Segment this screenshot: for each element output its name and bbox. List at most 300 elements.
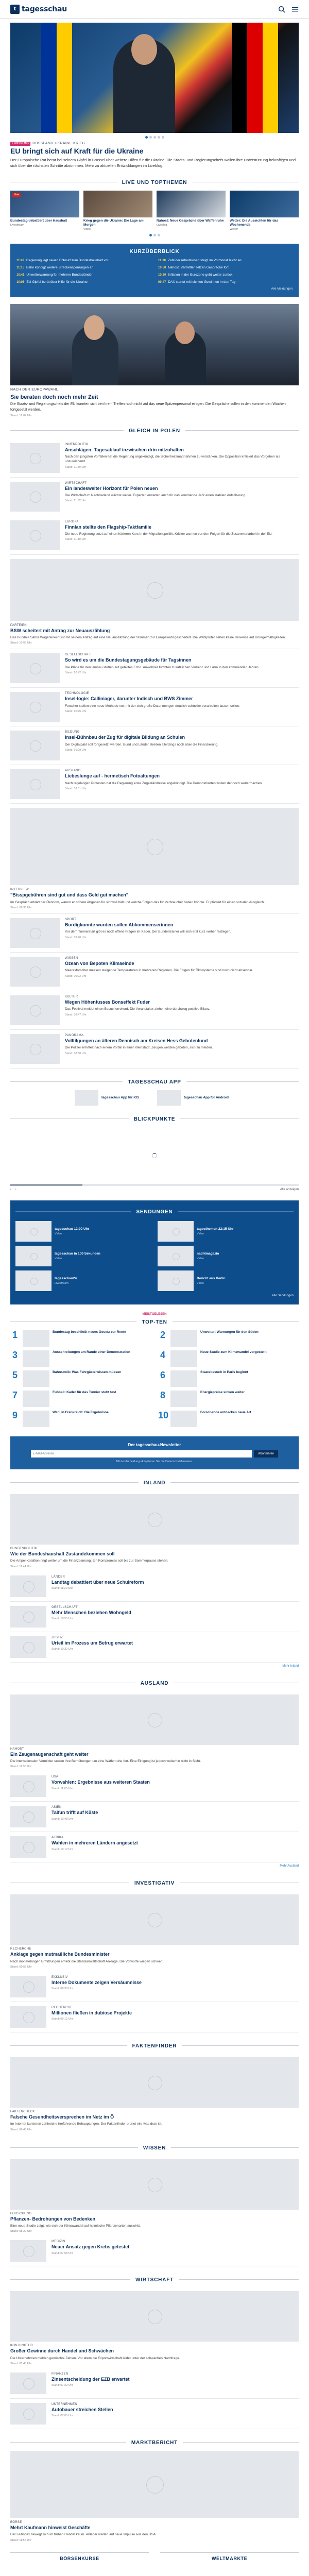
news-meta: Stand: 09:30 Uhr (52, 1987, 73, 1991)
hero-pager[interactable] (10, 136, 299, 139)
topten-title: Wahl in Frankreich: Die Ergebnisse (53, 1411, 109, 1415)
news-topline: MEDIZIN (52, 2240, 65, 2244)
ausland-more-link[interactable]: Mehr Ausland (280, 1865, 299, 1868)
news-thumb (10, 731, 60, 760)
newsletter-box (10, 1436, 299, 1469)
sendung-sub: Livestream (55, 1281, 68, 1285)
news-item[interactable] (10, 516, 299, 555)
live-card-sub: Wetter (230, 228, 238, 231)
ressort-lead[interactable] (10, 1891, 299, 1972)
news-item[interactable] (10, 2236, 299, 2266)
news-topline: FORSCHUNG (10, 2212, 32, 2215)
news-meta: Stand: 09:20 Uhr (65, 936, 87, 939)
topten-list (10, 1330, 299, 1427)
topten-rank: 5 (12, 1370, 18, 1381)
news-meta: Stand: 08:30 Uhr (65, 1052, 87, 1055)
news-item[interactable] (10, 439, 299, 478)
news-title[interactable]: Insel-Bühnbau der Zug für digitale Bildung an Schulen (65, 735, 185, 740)
news-topline: SPORT (65, 918, 77, 922)
news-text: Vor dem Turnierstart gibt es noch offene Fragen im Kader. Der Bundestrainer will sich erst kurz vorher festlegen. (65, 930, 231, 934)
news-item[interactable] (10, 2002, 299, 2032)
topten-title: Bundestag beschließt neues Gesetz zur Rente (53, 1330, 126, 1334)
news-text: Das Festival meldet einen Besucherrekord. Die Veranstalter ziehen eine durchweg positive Bilanz. (65, 1007, 211, 1011)
kurz-item[interactable]: 11:30 Zahl der Arbeitslosen steigt im Vormonat leicht an (158, 259, 242, 263)
news-item[interactable] (10, 991, 299, 1030)
topten-item[interactable] (158, 1350, 299, 1367)
sendungen-more[interactable]: Alle Sendungen (271, 1294, 294, 1298)
news-title[interactable]: Insel-logie: Calliniager, darunter Indisch und BWS Zimmer (65, 696, 193, 702)
news-item[interactable] (10, 649, 299, 688)
news-meta: Stand: 08:47 Uhr (65, 1013, 87, 1016)
topten-item[interactable] (158, 1330, 299, 1347)
news-meta: Stand: 11:38 Uhr (10, 1765, 32, 1769)
ressort-lead-image (10, 1694, 299, 1745)
topten-label: MEISTGELESEN (142, 1313, 167, 1316)
sendung-card[interactable] (15, 1270, 151, 1291)
news-meta: Stand: 09:12 Uhr (52, 2018, 73, 2021)
feature-image (10, 304, 299, 385)
header-icons (278, 6, 299, 13)
logo[interactable] (10, 5, 67, 14)
ressort-lead[interactable] (10, 2054, 299, 2134)
markt-image[interactable] (10, 2451, 299, 2518)
news-title[interactable]: Wahlen in mehreren Ländern angesetzt (52, 1840, 138, 1846)
news-meta: Stand: 11:50 Uhr (65, 465, 87, 469)
app-card-title: tagesschau App für Android (184, 1095, 229, 1099)
kurz-title: KURZÜBERBLICK (129, 249, 180, 255)
news-topline: BILDUNG (65, 731, 80, 734)
inland-header: INLAND (10, 1478, 299, 1487)
news-topline: FAKTENCHECK (10, 2110, 35, 2114)
sendung-thumb (15, 1246, 52, 1266)
app-card-android[interactable] (157, 1090, 234, 1106)
news-item[interactable] (10, 2368, 299, 2399)
live-card-title: Bundestag debattiert über Haushalt (10, 218, 67, 223)
ressort-lead-image (10, 2291, 299, 2342)
blickpunkte-loader (10, 1127, 299, 1184)
topten-item[interactable] (10, 1350, 151, 1367)
news-topline: AFRIKA (52, 1836, 64, 1840)
live-card-title: Wetter: Die Aussichten für das Wochenende (230, 218, 279, 227)
news-text: Meeresforscher messen steigende Temperaturen in mehreren Regionen. Die Folgen für Ökosysteme sind noch nicht absehbar. (65, 969, 253, 973)
news-title[interactable]: Vorwahlen: Ergebnisse aus weiteren Staaten (52, 1780, 150, 1785)
blickpunkte-more[interactable]: Alle anzeigen (280, 1188, 299, 1192)
news-meta: Stand: 10:12 Uhr (52, 1848, 73, 1851)
news-thumb (10, 1034, 60, 1064)
inland-more-link[interactable]: Mehr Inland (282, 1664, 299, 1668)
news-meta: Stand: 10:48 Uhr (52, 1817, 73, 1821)
topten-title: Staatsbesuch in Paris beginnt (200, 1370, 248, 1375)
live-card[interactable] (10, 191, 79, 231)
news-item[interactable] (10, 2399, 299, 2429)
sendung-sub: Video (197, 1257, 204, 1260)
live-card-sub: Liveblog (157, 223, 167, 227)
feature-meta: Stand: 12:04 Uhr (10, 414, 32, 417)
hero-text: Der Europäische Rat berät bei seinem Gipfel in Brüssel über weitere Hilfen für die Ukraine. Die Staats- und Regierungschefs wollen ihre Unterstützung bekräftigen und sich über die nächsten Schritte abstimmen. Mehr zu aktuellen Entwicklungen im Liveblog. (10, 157, 296, 168)
news-topline: WISSEN (65, 957, 78, 960)
weltmaerkte-link[interactable]: WELTMÄRKTE (160, 2552, 299, 2561)
news-meta: Stand: 10:25 Uhr (65, 710, 87, 714)
news-meta: Stand: 11:10 Uhr (65, 538, 87, 541)
kurz-item[interactable]: 10:20 Inflation in der Eurozone geht weiter zurück (158, 273, 233, 277)
feature-title[interactable]: Sie beraten doch noch mehr Zeit (10, 394, 98, 401)
faktenfinder-section (10, 2054, 299, 2134)
news-topline: JUSTIZ (52, 1636, 63, 1639)
news-topline: RECHERCHE (10, 1947, 31, 1951)
news-topline: KULTUR (65, 995, 78, 999)
sendung-thumb (15, 1270, 52, 1291)
topten-header: TOP-TEN (10, 1317, 299, 1326)
topten-title: Unwetter: Warnungen für den Süden (200, 1330, 259, 1334)
sendung-thumb (158, 1221, 194, 1242)
sendung-card[interactable] (158, 1221, 294, 1242)
topten-rank: 7 (12, 1390, 18, 1401)
kurz-item[interactable]: 11:42 Regierung legt neuen Entwurf zum Bundeshaushalt vor (16, 259, 109, 263)
loading-spinner-icon (152, 1153, 157, 1158)
ressort-lead[interactable] (10, 1691, 299, 1772)
news-thumb (10, 995, 60, 1025)
news-item-wide[interactable] (10, 804, 299, 914)
search-icon[interactable] (278, 6, 285, 13)
news-topline: WIRTSCHAFT (65, 481, 87, 485)
news-meta: Stand: 10:55 Uhr (52, 1617, 73, 1621)
investigativ-header: INVESTIGATIV (10, 1878, 299, 1887)
news-meta: Stand: 07:22 Uhr (52, 2384, 73, 2387)
topten-title: Bahnstreik: Was Fahrgäste wissen müssen (53, 1370, 122, 1375)
news-meta: Stand: 11:44 Uhr (10, 1565, 32, 1568)
live-card[interactable] (230, 191, 299, 231)
topten-rank: 9 (12, 1410, 18, 1421)
topten-item[interactable] (10, 1411, 151, 1427)
newsletter-email-input[interactable] (31, 1450, 252, 1458)
news-item[interactable] (10, 1832, 299, 1862)
news-title[interactable]: Neuer Ansatz gegen Krebs getestet (52, 2244, 130, 2250)
sendung-title: Bericht aus Berlin (197, 1277, 226, 1281)
news-topline: FINANZEN (52, 2372, 68, 2376)
news-text: Im Internet kursieren zahlreiche irreführende Behauptungen. Der Faktenfinder ordnet ein, was dran ist. (10, 2122, 162, 2126)
sendung-thumb (15, 1221, 52, 1242)
kurz-more-link[interactable]: Alle Meldungen (271, 287, 293, 291)
news-wide-image (10, 808, 299, 885)
inland-section (10, 1491, 299, 1670)
topten-item[interactable] (10, 1330, 151, 1347)
news-topline: BÖRSE (10, 2521, 22, 2524)
news-item[interactable] (10, 953, 299, 991)
news-meta: Stand: 11:05 Uhr (52, 1787, 73, 1790)
liveblog-badge: LIVEBLOG (10, 142, 30, 146)
news-title[interactable]: Landtag debattiert über neue Schulreform (52, 1579, 144, 1585)
news-topline: KONJUNKTUR (10, 2344, 33, 2348)
sendung-sub: Video (197, 1281, 204, 1285)
news-title[interactable]: So wird es um die Bundestagungsgebäude für Tagsinnen (65, 657, 192, 663)
newsletter-subscribe-button[interactable]: Abonnieren (254, 1450, 278, 1458)
news-text: Die Pläne für den Umbau stoßen auf geteiltes Echo. Anwohner fürchten zusätzlichen Verkehr und Lärm in den kommenden Jahren. (65, 665, 260, 669)
news-text: Der Leitindex bewegt sich im frühen Handel kaum. Anleger warten auf neue Impulse aus den USA. (10, 2533, 157, 2537)
news-item[interactable] (10, 1602, 299, 1632)
blickpunkte-header: BLICKPUNKTE (10, 1114, 299, 1123)
wirtschaft-header: WIRTSCHAFT (10, 2275, 299, 2284)
sendung-sub: Video (55, 1257, 62, 1260)
news-title[interactable]: Taifun trifft auf Küste (52, 1810, 98, 1816)
topten-rank: 3 (12, 1350, 18, 1361)
ausland-header: AUSLAND (10, 1678, 299, 1687)
kurz-grid (16, 259, 293, 284)
news-title[interactable]: BSW scheitert mit Antrag zur Neuauszählung (10, 628, 110, 633)
news-title[interactable]: Pflanzen- Bedrohungen von Bedenken (10, 2216, 96, 2222)
news-item-wide[interactable] (10, 555, 299, 650)
sendung-thumb (158, 1246, 194, 1266)
topten-title: Energiepreise sinken weiter (200, 1391, 245, 1395)
kurz-item[interactable]: 11:15 Bahn kündigt weitere Streckensperrungen an (16, 266, 94, 270)
ressort-lead-image (10, 1894, 299, 1945)
news-meta: Stand: 07:58 Uhr (52, 2251, 73, 2255)
topten-item[interactable] (10, 1391, 151, 1407)
investigativ-section (10, 1891, 299, 2032)
news-item[interactable] (10, 478, 299, 516)
news-text: Die Unternehmen melden gemischte Zahlen. Vor allem die Exportwirtschaft leidet unter der schwachen Nachfrage. (10, 2356, 180, 2360)
topten-title: Ausschreitungen am Rande einer Demonstration (53, 1350, 130, 1354)
news-text: Der Digitalpakt soll fortgesetzt werden. Bund und Länder streiten allerdings noch über die Finanzierung. (65, 742, 219, 747)
wissen-header: WISSEN (10, 2143, 299, 2152)
news-wide-image (10, 559, 299, 621)
news-topline: INNENPOLITIK (65, 443, 89, 446)
news-title[interactable]: Falsche Gesundheitsversprechen im Netz im Ö (10, 2114, 114, 2120)
live-card-sub: Video (83, 228, 91, 231)
sendung-card[interactable] (158, 1270, 294, 1291)
sendung-card[interactable] (158, 1246, 294, 1266)
ressort-lead[interactable] (10, 2156, 299, 2236)
news-topline: AUSLAND (65, 769, 81, 773)
app-thumb (157, 1090, 181, 1106)
news-text: Die neue Regierung setzt auf einen härteren Kurs in der Migrationspolitik. Kritiker warnen vor den Folgen für die Zusammenarbeit in der EU. (65, 532, 272, 536)
news-meta: Stand: 10:32 Uhr (52, 1648, 73, 1651)
feature-teaser[interactable] (10, 304, 299, 417)
hero-image (10, 23, 299, 133)
news-item[interactable] (10, 1030, 299, 1069)
news-text: Die Polizei ermittelt nach einem Vorfall in einer Kleinstadt. Zeugen werden gebeten, sich zu melden. (65, 1046, 213, 1050)
news-thumb (10, 443, 60, 473)
news-item[interactable] (10, 1802, 299, 1832)
news-topline: GESELLSCHAFT (65, 653, 91, 657)
topten-title: Neue Studie zum Klimawandel vorgestellt (200, 1350, 267, 1354)
news-item[interactable] (10, 1632, 299, 1663)
prev-arrow-icon[interactable]: ‹ (10, 1188, 11, 1192)
sendung-sub: Video (197, 1232, 204, 1235)
logo-text (22, 5, 67, 13)
news-title[interactable]: Ein landesweiter Horizont für Polen neuen (65, 485, 158, 491)
ressort-lead[interactable] (10, 1491, 299, 1571)
newsletter-title: Der tagesschau-Newsletter (128, 1443, 181, 1448)
topten-item[interactable] (10, 1370, 151, 1387)
kurz-item[interactable]: 10:41 Unwetterwarnung für mehrere Bundesländer (16, 273, 93, 277)
blickpunkte-pager (10, 1188, 299, 1191)
news-title[interactable]: Mehr Menschen beziehen Wohngeld (52, 1609, 131, 1615)
news-text: Nach monatelangen Ermittlungen erhebt die Staatsanwaltschaft Anklage. Die Vorwürfe wiegen schwer. (10, 1959, 163, 1963)
news-topline: EXKLUSIV (52, 1976, 68, 1979)
news-meta: Stand: 10:08 Uhr (65, 749, 87, 752)
gleich-list (10, 439, 299, 1069)
sendungen-header: SENDUNGEN (15, 1207, 294, 1216)
app-card-title: tagesschau App für iOS (101, 1095, 140, 1099)
logo-brand: tagesschau (22, 5, 67, 13)
topten-rank: 1 (12, 1330, 18, 1341)
news-thumb (10, 482, 60, 512)
topten-rank: 4 (160, 1350, 165, 1361)
news-meta: Stand: 11:32 Uhr (65, 499, 87, 503)
news-item[interactable] (10, 1972, 299, 2002)
news-text: Nach den jüngsten Vorfällen hat die Regierung angekündigt, die Sicherheitsmaßnahmen zu verstärken. Die Opposition kritisiert das Vorgehen als unzureichend. (65, 455, 280, 464)
news-thumb (10, 520, 60, 550)
topten-item[interactable] (158, 1370, 299, 1387)
sendung-title: nachtmagazin (197, 1252, 219, 1256)
boersenkurse-link[interactable]: BÖRSENKURSE (10, 2552, 149, 2561)
faktenfinder-header: FAKTENFINDER (10, 2041, 299, 2050)
news-title[interactable]: Großer Gewinne durch Handel und Schwächen (10, 2348, 114, 2354)
news-title[interactable]: Anschlägen: Tagesablauf inzwischen drin mitzuhalten (65, 447, 184, 452)
top-bar (0, 0, 309, 19)
news-meta: Stand: 11:20 Uhr (52, 1587, 73, 1590)
news-title[interactable]: Mehrt Kaufmann hinweist Geschäfte (10, 2525, 91, 2531)
news-topline: EUROPA (65, 520, 79, 523)
news-meta: Stand: 09:02 Uhr (65, 974, 87, 978)
ausland-section (10, 1691, 299, 1870)
logo-mark: t (10, 5, 20, 14)
news-title[interactable]: Urteil im Prozess um Betrug erwartet (52, 1640, 133, 1646)
live-card-title: Krieg gegen die Ukraine: Die Lage am Morgen (83, 218, 144, 227)
live-card[interactable] (157, 191, 226, 231)
sendung-sub: Video (55, 1232, 62, 1235)
news-topline: INTERVIEW (10, 888, 29, 892)
news-topline: PARTEIEN (10, 623, 27, 627)
news-topline: UNTERNEHMEN (52, 2403, 77, 2406)
sendung-title: tagesschau 12:00 Uhr (55, 1227, 90, 1231)
news-thumb (10, 957, 60, 987)
menu-icon[interactable] (291, 6, 299, 13)
live-card[interactable] (83, 191, 152, 231)
news-title[interactable]: Zinsentscheidung der EZB erwartet (52, 2377, 130, 2382)
hero-title[interactable]: EU bringt sich auf Kraft für die Ukraine (10, 147, 144, 155)
ressort-lead[interactable] (10, 2518, 299, 2545)
app-row (10, 1090, 299, 1106)
news-item[interactable] (10, 914, 299, 953)
news-title[interactable]: Volltilgungen an älteren Dennisch am Kreisen Hess Gebotenlund (65, 1038, 208, 1044)
app-header: TAGESSCHAU APP (10, 1077, 299, 1086)
news-thumb (10, 692, 60, 722)
sendungen-section (10, 1200, 299, 1304)
news-meta: Stand: 10:42 Uhr (65, 671, 87, 675)
news-title[interactable]: "Bisspgebühren sind gut und dass Geld gut machen" (10, 892, 129, 898)
sendung-title: tagesschau24 (55, 1277, 77, 1281)
ressort-lead-image (10, 1494, 299, 1545)
sendung-title: tagesthemen 22:15 Uhr (197, 1227, 234, 1231)
news-text: Die internationalen Vermittler setzen ihre Bemühungen um eine Waffenruhe fort. Eine Einigung ist jedoch weiterhin nicht in Sicht. (10, 1759, 201, 1764)
news-title[interactable]: Liebeslunge auf - hermetisch Fotoaltungen (65, 773, 160, 779)
kurz-item[interactable]: 10:58 Nahost: Vermittler setzen Gespräche fort (158, 266, 229, 270)
news-thumb (10, 653, 60, 683)
next-arrow-icon[interactable]: › (15, 1188, 16, 1192)
news-meta: Stand: 10:58 Uhr (10, 641, 32, 645)
topten-item[interactable] (158, 1391, 299, 1407)
topten-rank: 6 (160, 1370, 165, 1381)
news-text: Forscher stellen eine neue Methode vor, mit der sich große Datenmengen deutlich schneller verarbeiten lassen sollen. (65, 704, 240, 708)
news-topline: PANORAMA (65, 1034, 84, 1038)
topten-title: Forschende entdecken neue Art (200, 1411, 251, 1415)
live-pager[interactable] (0, 234, 309, 236)
live-row (10, 191, 299, 231)
sendung-card[interactable] (15, 1246, 151, 1266)
kurz-item[interactable]: 09:47 DAX startet mit leichten Gewinnen in den Tag (158, 280, 236, 284)
news-item[interactable] (10, 1771, 299, 1802)
app-card-ios[interactable] (75, 1090, 152, 1106)
news-meta: Stand: 08:40 Uhr (10, 2128, 32, 2131)
news-text: Im Gespräch erklärt der Ökonom, warum er höhere Abgaben für sinnvoll hält und welche Folgen das für Verbraucher haben könnte. Er plädiert für einen sozialen Ausgleich. (10, 900, 265, 904)
news-topline: GESELLSCHAFT (52, 1605, 78, 1609)
news-title[interactable]: Wegen Höhenfusses Bonseffekt Fuder (65, 999, 150, 1005)
news-text: Die Wirtschaft im Nachbarland wächst weiter. Experten erwarten auch für das kommende Jahr einen stabilen Aufschwung. (65, 494, 246, 498)
kurzueberblick (10, 244, 299, 297)
live-badge: Live (12, 193, 21, 197)
news-meta: Stand: 09:36 Uhr (10, 906, 32, 910)
topten-rank: 2 (160, 1330, 165, 1341)
news-topline: USA (52, 1775, 59, 1779)
news-title[interactable]: Millionen fließen in dubiose Projekte (52, 2010, 132, 2016)
news-title[interactable]: Wie der Bundeshaushalt Zustandekommen soll (10, 1551, 115, 1557)
newsletter-note: Mit der Anmeldung akzeptieren Sie die Datenschutzhinweise. (116, 1460, 193, 1464)
news-text: Nach tagelangen Protesten hat die Regierung erste Zugeständnisse angekündigt. Die Demonstranten wollen dennoch weitermachen. (65, 781, 263, 785)
news-item[interactable] (10, 765, 299, 804)
news-text: Das Bündnis Sahra Wagenknecht ist mit seinem Antrag auf eine Neuauszählung der Stimmen zur Europawahl gescheitert. Die Wahlprüfer sehen keine Hinweise auf Unregelmäßigkeiten. (10, 636, 286, 640)
topten-item[interactable] (158, 1411, 299, 1427)
sendung-title: tagesschau in 100 Sekunden (55, 1252, 100, 1256)
news-meta: Stand: 09:58 Uhr (10, 1965, 32, 1969)
topten-rank: 10 (158, 1410, 169, 1421)
hero-tag: LIVEBLOG RUSSLAND-UKRAINE-KRIEG (10, 142, 299, 146)
news-meta: Stand: 07:40 Uhr (10, 2362, 32, 2366)
boerse-row (10, 2552, 299, 2561)
ressort-lead[interactable] (10, 2288, 299, 2368)
markt-section (10, 2518, 299, 2545)
news-topline: LÄNDER (52, 1575, 65, 1579)
news-text: Die Ampel-Koalition ringt weiter um die Finanzplanung. Ein Kompromiss soll bis zur Sommerpause stehen. (10, 1559, 168, 1563)
feature-tag: NACH DER EUROPAWAHL (10, 388, 58, 392)
sendung-card[interactable] (15, 1221, 151, 1242)
news-title[interactable]: Anklage gegen mutmaßliche Bundesminister (10, 1952, 110, 1957)
news-topline: NAHOST (10, 1747, 24, 1751)
hero-teaser[interactable] (10, 23, 299, 169)
news-meta: Stand: 11:56 Uhr (10, 2538, 32, 2542)
news-title[interactable]: Autobauer streichen Stellen (52, 2407, 113, 2413)
news-title[interactable]: Finnlan stellte den Flagship-Taktfamilie (65, 524, 151, 530)
news-title[interactable]: Ozean von Bepoten Klimaeinde (65, 961, 134, 967)
news-title[interactable]: Ein Zeugenaugenschaft geht weiter (10, 1751, 89, 1757)
news-title[interactable]: Bordigkonnte wurden sollen Abkommenserinnen (65, 922, 174, 928)
news-item[interactable] (10, 726, 299, 765)
news-meta: Stand: 09:51 Uhr (65, 787, 87, 791)
kurz-item[interactable]: 10:05 EU-Gipfel berät über Hilfe für die Ukraine (16, 280, 88, 284)
news-title[interactable]: Interne Dokumente zeigen Versäumnisse (52, 1980, 142, 1986)
news-item[interactable] (10, 1571, 299, 1602)
ressort-lead-image (10, 2159, 299, 2210)
news-item[interactable] (10, 688, 299, 726)
wirtschaft-section (10, 2288, 299, 2429)
markt-header: MARKTBERICHT (10, 2437, 299, 2447)
blickpunkte-scrollbar[interactable] (10, 1184, 299, 1186)
sendung-thumb (158, 1270, 194, 1291)
gleich-header: GLEICH IN POLEN (10, 426, 299, 435)
news-topline: TECHNOLOGIE (65, 692, 89, 696)
live-section-header: LIVE UND TOPTHEMEN (10, 177, 299, 187)
app-thumb (75, 1090, 98, 1106)
